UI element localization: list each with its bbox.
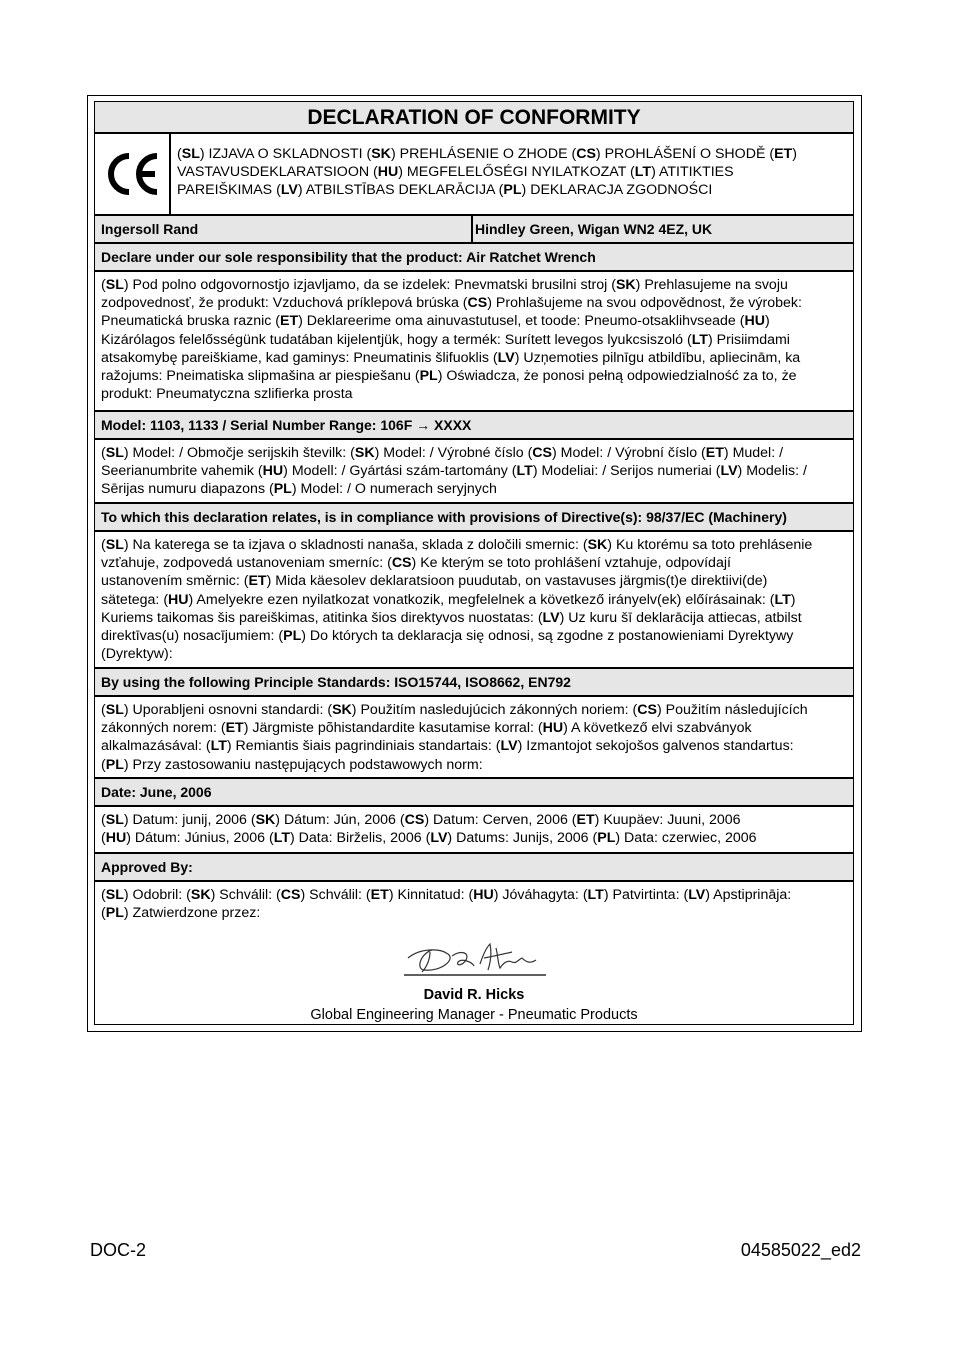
- signature-image: [400, 940, 550, 980]
- para-line: (SL) Na katerega se ta izjava o skladnosti nanaša, sklada z določili smernic: (SK) Ku ktorému sa toto prehlásenie: [101, 537, 813, 553]
- para-line: vzťahuje, zodpovedá ustanoveniam smerníc: (CS) Ke kterým se toto prohlášení vztahuje, odpovídají: [101, 555, 731, 572]
- para-line: (SL) Model: / Območje serijskih številk: (SK) Model: / Výrobné číslo (CS) Model: / Výrobní číslo (ET) Mudel: /: [101, 445, 784, 461]
- ce-header-row: [95, 134, 853, 216]
- company-name: Ingersoll Rand: [95, 216, 473, 242]
- para-line: (SL) Uporabljeni osnovni standardi: (SK) Použitím nasledujúcich zákonných noriem: (CS) Použitím následujících: [101, 702, 808, 718]
- declaration-document: [94, 101, 854, 1025]
- para-line: (PL) Zatwierdzone przez:: [101, 905, 261, 922]
- para-line: Seerianumbrite vahemik (HU) Modell: / Gyártási szám-tartomány (LT) Modeliai: / Serijos numeriai (LV) Modelis: /: [101, 463, 807, 480]
- para-line: sätetega: (HU) Amelyekre ezen nyilatkozat vonatkozik, megfelelnek a következő irányelv(ek) előírásainak: (LT): [101, 591, 796, 608]
- ce-mark-cell: [95, 134, 171, 214]
- ce-mark-icon: [95, 134, 169, 214]
- para-line: produkt: Pneumatyczna szlifierka prosta: [101, 386, 353, 403]
- date-heading: Date: June, 2006: [95, 777, 853, 805]
- para-line: (Dyrektyw):: [101, 646, 173, 663]
- para-line: Pneumatická bruska raznic (ET) Deklareerime oma ainuvastutusel, et toode: Pneumo-otsaklihvseade (HU): [101, 313, 770, 330]
- para-line: Kizárólagos felelősségünk tudatában kijelentjük, hogy a termék: Surített levegos lyukcsiszoló (LT) Prisiimdami: [101, 331, 790, 348]
- para-line: Kuriems taikomas šis pareiškimas, atitinka šios direktyvos nuostatas: (LV) Uz kuru šī deklarācija attiecas, atbilst: [101, 609, 802, 626]
- footer-doc-number: 04585022_ed2: [740, 1240, 861, 1260]
- document-title: DECLARATION OF CONFORMITY: [95, 102, 853, 134]
- company-address: Hindley Green, Wigan WN2 4EZ, UK: [475, 221, 713, 237]
- directive-section: [95, 530, 853, 667]
- ce-header-line: VASTAVUSDEKLARATSIOON (HU) MEGFELELŐSÉGI NYILATKOZAT (LT) ATITIKTIES: [177, 164, 734, 181]
- approved-section: [95, 880, 853, 1024]
- para-line: (SL) Odobril: (SK) Schválil: (CS) Schválil: (ET) Kinnitatud: (HU) Jóváhagyta: (LT) Patvirtinta: (LV) Apstiprināja:: [101, 887, 792, 903]
- ce-header-text: [177, 145, 849, 200]
- standards-section: [95, 695, 853, 777]
- para-line: Sērijas numuru diapazons (PL) Model: / O numerach seryjnych: [101, 481, 497, 498]
- para-line: direktīvas(u) nosacījumiem: (PL) Do których ta deklaracja się odnosi, są zgodne z postanowieniami Dyrektywy: [101, 628, 794, 645]
- footer-page-label: DOC-2: [90, 1240, 147, 1260]
- para-line: atsakomybę pareiškiame, kad gaminys: Pneumatinis šlifuoklis (LV) Uzņemoties pilnīgu atbildību, apliecinām, ka: [101, 349, 801, 366]
- standards-heading: By using the following Principle Standards: ISO15744, ISO8662, EN792: [95, 667, 853, 695]
- para-line: zákonných norem: (ET) Järgmiste põhistandardite kasutamise korral: (HU) A következő elvi szabványok: [101, 720, 752, 737]
- para-line: (HU) Dátum: Június, 2006 (LT) Data: Birželis, 2006 (LV) Datums: Junijs, 2006 (PL) Data: czerwiec, 2006: [101, 830, 757, 847]
- para-line: ražojums: Pneimatiska slipmašina ar piespiešanu (PL) Oświadcza, że ponosi pełną odpowiedzialność za to, że: [101, 368, 797, 385]
- para-line: (PL) Przy zastosowaniu następujących podstawowych norm:: [101, 756, 483, 773]
- company-row: [95, 216, 853, 242]
- signatory-name: David R. Hicks: [423, 987, 525, 1003]
- declare-section: [95, 270, 853, 410]
- para-line: alkalmazásával: (LT) Remiantis šiais pagrindiniais standartais: (LV) Izmantojot sekojošos galvenos standartus:: [101, 738, 794, 755]
- approved-heading: Approved By:: [95, 852, 853, 880]
- declare-heading: Declare under our sole responsibility that the product: Air Ratchet Wrench: [95, 242, 853, 270]
- directive-heading: To which this declaration relates, is in compliance with provisions of Directive(s): 98/37/EC (Machinery): [95, 502, 853, 530]
- para-line: ustanovením směrnic: (ET) Mida käesolev deklaratsioon puudutab, on vastavuses järgmis(t)e direktiivi(de): [101, 573, 768, 590]
- date-section: [95, 805, 853, 852]
- para-line: (SL) Datum: junij, 2006 (SK) Dátum: Jún, 2006 (CS) Datum: Cerven, 2006 (ET) Kuupäev: Juuni, 2006: [101, 812, 741, 828]
- signatory-title: Global Engineering Manager - Pneumatic Products: [310, 1007, 638, 1023]
- model-section: [95, 438, 853, 502]
- ce-header-line: (SL) IZJAVA O SKLADNOSTI (SK) PREHLÁSENIE O ZHODE (CS) PROHLÁŠENÍ O SHODĚ (ET): [177, 146, 797, 162]
- ce-header-line: PAREIŠKIMAS (LV) ATBILSTĪBAS DEKLARĀCIJA (PL) DEKLARACJA ZGODNOŚCI: [177, 182, 713, 199]
- para-line: (SL) Pod polno odgovornostjo izjavljamo, da se izdelek: Pnevmatski brusilni stroj (SK) Prehlasujeme na svoju: [101, 277, 788, 293]
- para-line: zodpovednosť, že produkt: Vzduchová príklepová brúska (CS) Prohlašujeme na svou odpovědnost, že výrobek:: [101, 295, 802, 312]
- model-heading: Model: 1103, 1133 / Serial Number Range: 106F → XXXX: [95, 410, 853, 438]
